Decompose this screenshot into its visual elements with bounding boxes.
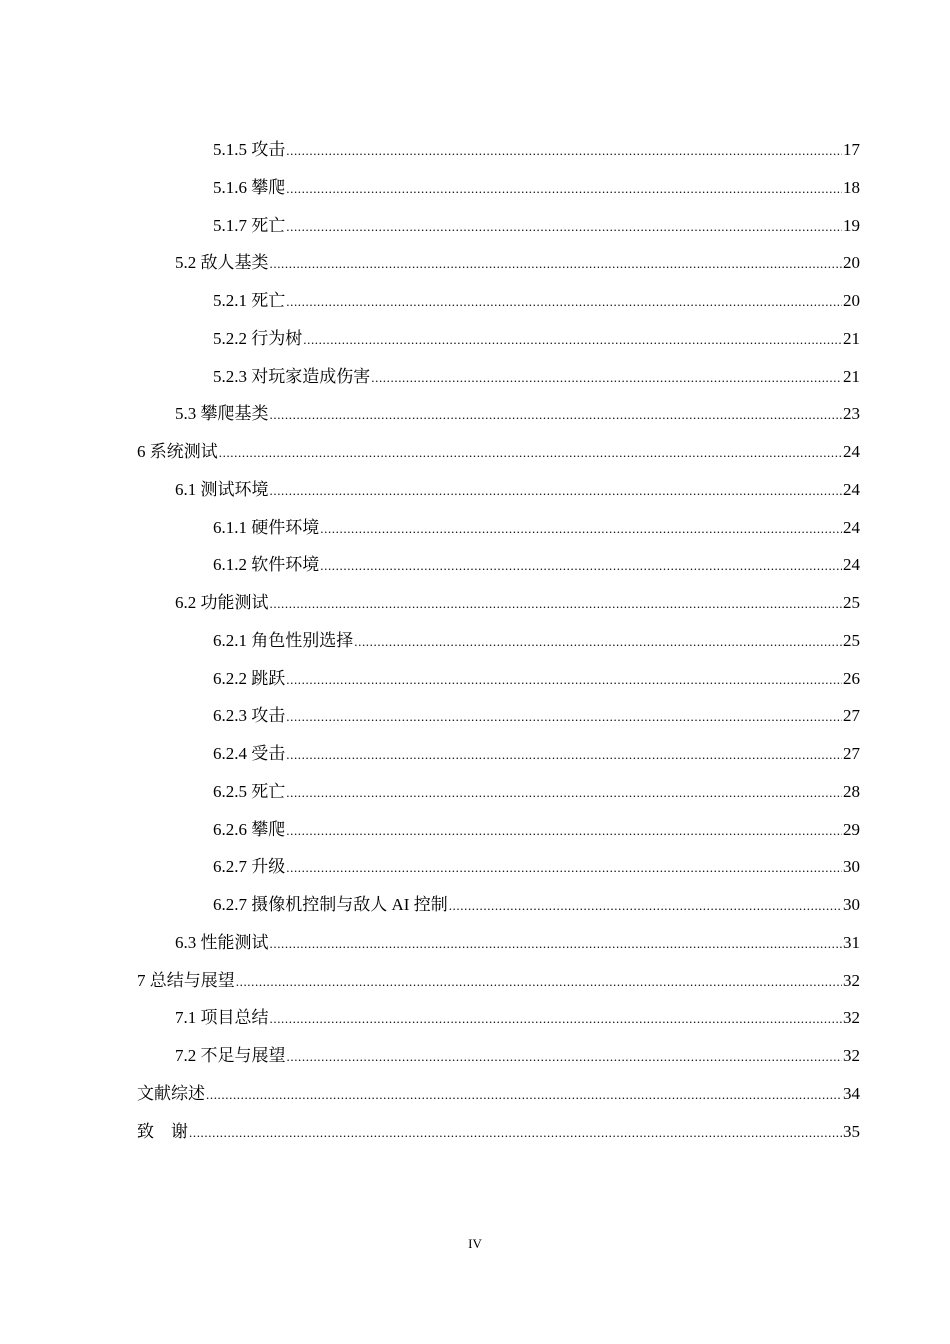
toc-dot-leader — [270, 925, 843, 963]
toc-entry-page: 24 — [843, 517, 860, 537]
toc-entry-page: 24 — [843, 555, 860, 575]
toc-dot-leader — [449, 887, 842, 925]
toc-dot-leader — [303, 321, 842, 359]
toc-dot-leader — [371, 359, 842, 397]
toc-entry[interactable] — [137, 169, 860, 207]
toc-entry[interactable] — [137, 773, 860, 811]
toc-entry-page: 20 — [843, 253, 860, 273]
toc-entry-title: 6.2 功能测试 — [175, 593, 269, 612]
toc-entry-page: 21 — [843, 328, 860, 348]
page-number: IV — [468, 1236, 482, 1251]
toc-entry-title: 5.2 敌人基类 — [175, 253, 269, 273]
toc-entry-page: 25 — [843, 630, 860, 650]
toc-dot-leader — [219, 434, 842, 472]
toc-entry-title: 致 谢 — [137, 1121, 188, 1141]
toc-entry-page: 24 — [843, 479, 860, 499]
toc-entry[interactable] — [137, 320, 860, 358]
toc-entry-page: 30 — [843, 857, 860, 877]
toc-entry-title: 5.2.1 死亡 — [213, 291, 286, 310]
toc-entry-page: 20 — [843, 291, 860, 310]
toc-dot-leader — [286, 849, 842, 887]
toc-entry[interactable] — [137, 584, 860, 622]
toc-entry[interactable] — [137, 886, 860, 924]
toc-entry-title: 6.2.4 受击 — [213, 744, 286, 763]
toc-entry-page: 34 — [843, 1083, 860, 1103]
toc-entry-title: 6 系统测试 — [137, 442, 218, 461]
toc-entry-page: 17 — [843, 140, 860, 159]
toc-entry[interactable] — [137, 735, 860, 773]
toc-entry-title: 6.2.1 角色性别选择 — [213, 630, 354, 650]
toc-entry-title: 文献综述 — [137, 1083, 205, 1103]
toc-entry-page: 19 — [843, 215, 860, 235]
toc-dot-leader — [270, 245, 843, 283]
toc-dot-leader — [286, 736, 842, 774]
toc-entry[interactable] — [137, 395, 860, 433]
toc-entry-page: 27 — [843, 744, 860, 763]
toc-dot-leader — [270, 472, 843, 510]
toc-dot-leader — [354, 623, 842, 661]
toc-entry-page: 24 — [843, 442, 860, 461]
toc-entry-page: 29 — [843, 819, 860, 839]
toc-dot-leader — [206, 1076, 842, 1114]
toc-entry[interactable] — [137, 244, 860, 282]
toc-entry-title: 6.1.2 软件环境 — [213, 555, 320, 575]
toc-entry-title: 6.2.3 攻击 — [213, 706, 286, 726]
toc-entry-page: 30 — [843, 895, 860, 914]
toc-dot-leader — [286, 661, 842, 699]
toc-entry[interactable] — [137, 509, 860, 547]
toc-entry-page: 32 — [843, 1046, 860, 1065]
toc-entry-page: 26 — [843, 668, 860, 688]
toc-entry-title: 6.2.6 攀爬 — [213, 819, 286, 839]
toc-dot-leader — [320, 510, 842, 548]
toc-dot-leader — [270, 585, 843, 623]
toc-entry-title: 5.1.6 攀爬 — [213, 177, 286, 197]
toc-dot-leader — [286, 812, 842, 850]
toc-entry[interactable] — [137, 1075, 860, 1113]
toc-dot-leader — [286, 774, 842, 812]
toc-entry-title: 5.2.3 对玩家造成伤害 — [213, 366, 371, 386]
toc-entry[interactable] — [137, 358, 860, 396]
toc-entry[interactable] — [137, 433, 860, 471]
toc-dot-leader — [286, 283, 842, 321]
toc-entry-page: 28 — [843, 781, 860, 801]
toc-entry-page: 27 — [843, 706, 860, 726]
toc-entry[interactable] — [137, 131, 860, 169]
toc-entry[interactable] — [137, 282, 860, 320]
toc-entry[interactable] — [137, 207, 860, 245]
toc-entry-page: 35 — [843, 1121, 860, 1141]
toc-entry[interactable] — [137, 924, 860, 962]
toc-entry-title: 6.1 测试环境 — [175, 479, 269, 499]
toc-entry[interactable] — [137, 848, 860, 886]
toc-entry-title: 6.2.7 升级 — [213, 857, 286, 877]
toc-entry-title: 6.2.2 跳跃 — [213, 668, 286, 688]
toc-entry-title: 6.1.1 硬件环境 — [213, 517, 320, 537]
toc-dot-leader — [286, 132, 842, 170]
toc-dot-leader — [287, 1038, 843, 1076]
toc-dot-leader — [286, 208, 842, 246]
toc-entry-page: 23 — [843, 404, 860, 424]
toc-entry-title: 5.1.7 死亡 — [213, 215, 286, 235]
toc-entry-title: 5.1.5 攻击 — [213, 140, 286, 159]
toc-dot-leader — [286, 698, 842, 736]
toc-entry[interactable] — [137, 546, 860, 584]
toc-entry[interactable] — [137, 999, 860, 1037]
toc-entry-title: 7.1 项目总结 — [175, 1008, 269, 1028]
toc-entry-title: 6.3 性能测试 — [175, 932, 269, 952]
toc-entry-page: 18 — [843, 177, 860, 197]
toc-entry[interactable] — [137, 962, 860, 1000]
toc-entry-title: 5.2.2 行为树 — [213, 328, 303, 348]
toc-dot-leader — [236, 963, 842, 1001]
toc-entry-title: 6.2.7 摄像机控制与敌人 AI 控制 — [213, 895, 448, 914]
toc-entry[interactable] — [137, 471, 860, 509]
table-of-contents — [137, 131, 860, 1150]
toc-dot-leader — [286, 170, 842, 208]
toc-entry-title: 7 总结与展望 — [137, 970, 235, 990]
toc-entry[interactable] — [137, 1113, 860, 1151]
toc-entry[interactable] — [137, 660, 860, 698]
toc-entry-page: 32 — [843, 1008, 860, 1028]
toc-dot-leader — [189, 1114, 842, 1152]
toc-entry[interactable] — [137, 622, 860, 660]
toc-dot-leader — [320, 547, 842, 585]
toc-dot-leader — [270, 1000, 843, 1038]
toc-entry-page: 31 — [843, 932, 860, 952]
toc-entry-title: 7.2 不足与展望 — [175, 1046, 286, 1065]
toc-entry-page: 25 — [843, 593, 860, 612]
toc-entry-page: 32 — [843, 970, 860, 990]
toc-entry-title: 5.3 攀爬基类 — [175, 404, 269, 424]
toc-entry[interactable] — [137, 697, 860, 735]
toc-entry-page: 21 — [843, 366, 860, 386]
toc-entry-title: 6.2.5 死亡 — [213, 781, 286, 801]
toc-entry[interactable] — [137, 1037, 860, 1075]
toc-entry[interactable] — [137, 811, 860, 849]
toc-dot-leader — [270, 396, 843, 434]
